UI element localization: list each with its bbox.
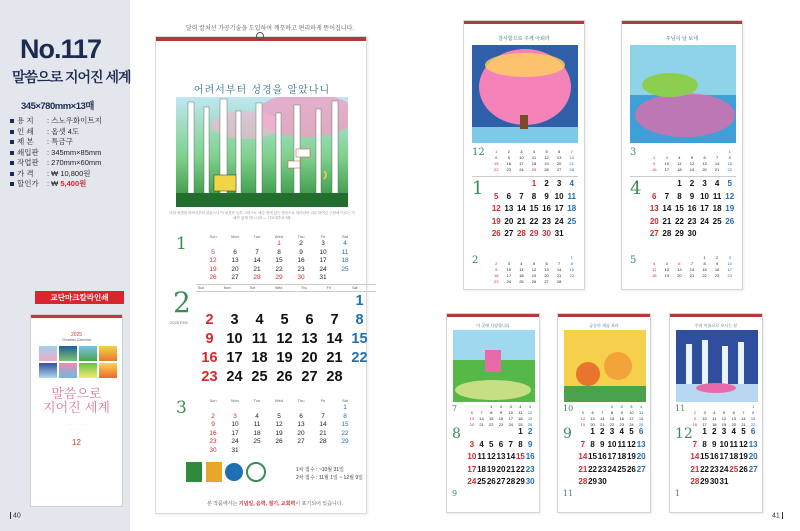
side-title: 말씀으로 지어진 세계 xyxy=(43,387,110,416)
product-title: 말씀으로 지어진 세계 xyxy=(12,69,131,85)
feb-grid: 1 2 3 4 5 6 7 8 9 10 11 12 13 14 15 16 17 18 19 20 21 22 23 24 25 26 27 28 xyxy=(201,293,368,385)
month-number-mar: 3 xyxy=(176,398,187,418)
order-deadlines: 1차 접수 : ~10월 31일 2차 접수 : 11월 1일 ~ 12월 9일 xyxy=(296,467,363,481)
card-5-artwork xyxy=(676,330,758,402)
color-print-badge: 교단마크칼라인쇄 xyxy=(35,291,124,304)
calendar-card-1: 감사함으로 주께 아뢰라 12 1 2 3 4 5 6 7 8 9 10 11 12 13 14 15 16 17 18 19 20 21 22 23 24 25 26 27 28 1 1 2 3 4 5 6 7 8 9 10 11 12 13 14 15 16 17 18 19 20 21 22 23 24 25 26 27 28 29 30 31 2 1 2 3 4 5 6 7 8 9 10 11 12 13 14 15 16 17 18 19 20 21 22 23 24 25 26 27 28 xyxy=(463,20,585,290)
spec-paper: 용 지 : 스노우화이트지 xyxy=(10,116,128,127)
tearoff-caption: 달력 칼처선 가공기술을 도입하여 깨끗하고 편리하게 뜯어집니다. xyxy=(185,26,355,32)
feb-weekday-bar: Sun Mon Tue Wed Thu Fri Sat xyxy=(196,284,376,292)
month-number-jan: 1 xyxy=(176,234,187,254)
spec-sale-price: 할인가 : ₩ 5,400원 xyxy=(10,179,128,190)
spec-work: 작업판 : 270mm×60mm xyxy=(10,158,128,169)
card-2-artwork xyxy=(630,45,736,143)
product-size: 345×780mm×13매 xyxy=(21,101,94,112)
side-panel xyxy=(0,0,130,531)
spec-binding: 제 본 : 특금구 xyxy=(10,137,128,148)
month-number-feb: 2 xyxy=(173,286,191,319)
artwork-title: 어려서부터 성경을 알았나니 xyxy=(193,85,331,96)
spec-price: 가 격 : ₩ 10,800원 xyxy=(10,169,128,180)
card-3-title: 이 곳에 사랑합니다 xyxy=(476,323,510,328)
artwork-caption: 또한 성경을 어려서부터 알았으니 이 성경은 능히 그리스도 예수 안에 있는 믿음으로 말미암아 너로 하여금 구원에 이르는 지혜가 있게 하느니라 — 디모데후서 3장 xyxy=(169,211,355,220)
page-number-right: 41 xyxy=(772,512,785,519)
card-4-artwork xyxy=(564,330,646,402)
calendar-card-3: 이 곳에 사랑합니다 7 1 2 3 4 5 6 7 8 9 10 11 12 13 14 15 16 17 18 19 20 21 22 23 24 25 26 8 1 2 3 4 5 6 7 8 9 10 11 12 13 14 15 16 17 18 19 20 21 22 23 24 25 26 27 28 29 30 9 xyxy=(446,313,540,513)
spec-print: 인 쇄 : 옵셋 4도 xyxy=(10,127,128,138)
card-1-artwork xyxy=(472,45,578,143)
spec-list xyxy=(10,116,128,190)
card-3-artwork xyxy=(453,330,535,402)
church-logos xyxy=(186,460,276,484)
jan-grid: Sun Mon Tue Wed Thu Fri Sat 1 2 3 4 5 6 7 8 9 10 11 12 13 14 15 16 17 18 19 20 21 22 23 24 25 26 27 28 29 30 31 xyxy=(209,234,349,281)
side-subtitle: Christian Calendar xyxy=(62,338,91,342)
card-5-title: 주의 이름으로 오시는 분 xyxy=(694,323,738,328)
spec-plate: 쇄입판 : 345mm×85mm xyxy=(10,148,128,159)
product-number: No.117 xyxy=(20,34,102,64)
side-month: 12 xyxy=(72,438,81,447)
feb-label: 2025 FEB xyxy=(170,320,188,325)
footer-note: 본 작품에서는 기념일, 음력, 절기, 교회력이 표기되어 있습니다. xyxy=(206,501,344,507)
calendar-card-4: 공중의 새를 보라 10 1 2 3 4 5 6 7 8 9 10 11 12 13 14 15 16 17 18 19 20 21 22 23 24 25 9 1 2 3 4 5 6 7 8 9 10 11 12 13 14 15 16 17 18 19 20 21 22 23 24 25 26 27 28 29 30 11 xyxy=(557,313,651,513)
calendar-card-2: 주님이 날 보네 3 1 2 3 4 5 6 7 8 9 10 11 12 13 14 15 16 17 18 19 20 21 22 4 1 2 3 4 5 6 7 8 9 10 11 12 13 14 15 16 17 18 19 20 21 22 23 24 25 26 27 28 29 30 5 1 2 3 4 5 6 7 8 9 10 11 12 13 14 15 16 17 18 19 20 21 22 23 24 xyxy=(621,20,743,290)
thumbnail-grid xyxy=(39,346,122,378)
artwork-birch-forest xyxy=(176,97,348,207)
side-calendar-preview: 2025 Christian Calendar 말씀으로 지어진 세계 · · · · · · · · · · · · · · · · · · · · · · 12 xyxy=(30,314,123,507)
card-4-title: 공중의 새를 보라 xyxy=(589,323,619,328)
calendar-card-5: 주의 이름으로 오시는 분 11 1 2 3 4 5 6 7 8 9 10 11 12 13 14 15 16 17 18 19 20 21 22 12 1 2 3 4 5 6 7 8 9 10 11 12 13 14 15 16 17 18 19 20 21 22 23 24 25 26 27 28 29 30 31 1 xyxy=(669,313,763,513)
hanger-ring xyxy=(256,32,264,40)
card-1-title: 감사함으로 주께 아뢰라 xyxy=(498,36,550,42)
page-number-left: 40 xyxy=(8,512,21,519)
card-2-title: 주님이 날 보네 xyxy=(665,36,699,42)
side-year: 2025 xyxy=(70,332,83,338)
mar-grid: Sun Mon Tue Wed Thu Fri Sat 1 2 3 4 5 6 7 8 9 10 11 12 13 14 15 16 17 18 19 20 21 22 23 24 25 26 27 28 29 30 31 xyxy=(209,398,349,454)
